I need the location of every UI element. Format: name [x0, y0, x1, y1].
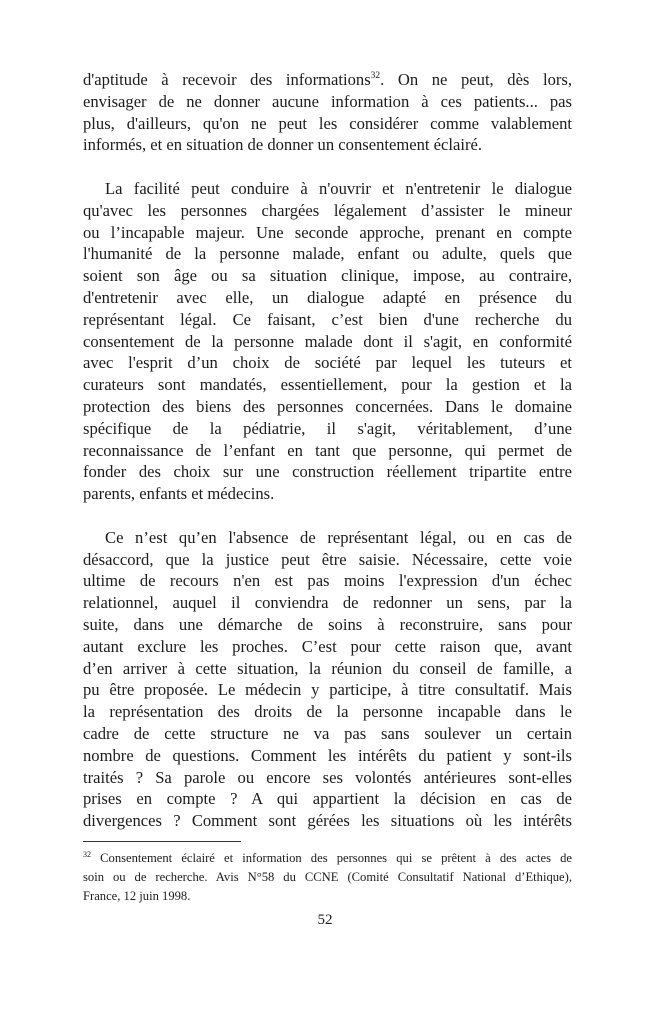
footnote-line: soin ou de recherche. Avis N°58 du CCNE (Comité Consultatif National d’Ethique),: [83, 870, 572, 884]
text-line: Ce n’est qu’en l'absence de représentant légal, ou en cas de: [105, 527, 572, 547]
text-fragment: . On ne peut, dès lors,: [380, 70, 572, 89]
text-line: ou l’incapable majeur. Une seconde approche, prenant en compte: [83, 222, 572, 242]
text-line: relationnel, auquel il conviendra de redonner un sens, par la: [83, 593, 572, 613]
text-line: d'entretenir avec elle, un dialogue adapté en présence du: [83, 287, 572, 307]
text-fragment: Consentement éclairé et information des personnes qui se prêtent à des actes de: [91, 851, 572, 865]
text-line: prises en compte ? A qui appartient la décision en cas de: [83, 789, 572, 809]
text-line: informés, et en situation de donner un consentement éclairé.: [83, 135, 483, 155]
text-line: l'humanité de la personne malade, enfant ou adulte, quels que: [83, 244, 572, 264]
text-line: d’en arriver à cette situation, la réunion du conseil de famille, a: [83, 658, 572, 678]
text-line: fonder des choix sur une construction réellement tripartite entre: [83, 462, 572, 482]
text-line: pu être proposée. Le médecin y participe, à titre consultatif. Mais: [83, 680, 572, 700]
text-line: parents, enfants et médecins.: [83, 484, 275, 504]
text-line: avec l'esprit d’un choix de société par lequel les tuteurs et: [83, 353, 572, 373]
text-line: divergences ? Comment sont gérées les situations où les intérêts: [83, 811, 572, 831]
text-line: ultime de recours n'en est pas moins l'expression d'un échec: [83, 571, 572, 591]
footnote: [83, 849, 572, 906]
text-line: désaccord, que la justice peut être saisie. Nécessaire, cette voie: [83, 549, 572, 569]
text-line: qu'avec les personnes chargées légalement d’assister le mineur: [83, 200, 572, 220]
text-line: soient son âge ou sa situation clinique, impose, au contraire,: [83, 266, 572, 286]
text-fragment: d'aptitude à recevoir des informations: [83, 70, 371, 89]
paragraph-3: [83, 527, 572, 832]
text-line: autant exclure les proches. C’est pour cette raison que, avant: [83, 636, 572, 656]
text-line: nombre de questions. Comment les intérêts du patient y sont-ils: [83, 745, 572, 765]
body-text: [83, 69, 572, 854]
footnote-line: France, 12 juin 1998.: [83, 889, 191, 903]
text-line: suite, dans une démarche de soins à reconstruire, sans pour: [83, 614, 572, 634]
text-line: reconnaissance de l’enfant en tant que personne, qui permet de: [83, 440, 572, 460]
text-line: [83, 69, 572, 91]
text-line: curateurs sont mandatés, essentiellement, pour la gestion et la: [83, 375, 572, 395]
paragraph-2: [83, 178, 572, 505]
text-line: la représentation des droits de la personne incapable dans le: [83, 702, 572, 722]
text-line: consentement de la personne malade dont il s'agit, en conformité: [83, 331, 572, 351]
text-line: plus, d'ailleurs, qu'on ne peut les considérer comme valablement: [83, 113, 572, 133]
text-line: spécifique de la pédiatrie, il s'agit, véritablement, d’une: [83, 418, 572, 438]
text-line: traités ? Sa parole ou encore ses volontés antérieures sont-elles: [83, 767, 572, 787]
text-line: protection des biens des personnes concernées. Dans le domaine: [83, 396, 572, 416]
page-number: 52: [317, 912, 333, 928]
text-line: La facilité peut conduire à n'ouvrir et n'entretenir le dialogue: [105, 178, 572, 198]
footnote-number: 32: [83, 850, 91, 859]
footnote-reference[interactable]: 32: [370, 71, 381, 81]
text-line: envisager de ne donner aucune information à ces patients... pas: [83, 91, 572, 111]
footnote-line: [83, 849, 572, 868]
text-line: cadre de cette structure ne va pas sans soulever un certain: [83, 723, 572, 743]
footnote-separator: [83, 841, 241, 842]
text-line: représentant légal. Ce faisant, c’est bien d'une recherche du: [83, 309, 572, 329]
paragraph-1: [83, 69, 572, 156]
